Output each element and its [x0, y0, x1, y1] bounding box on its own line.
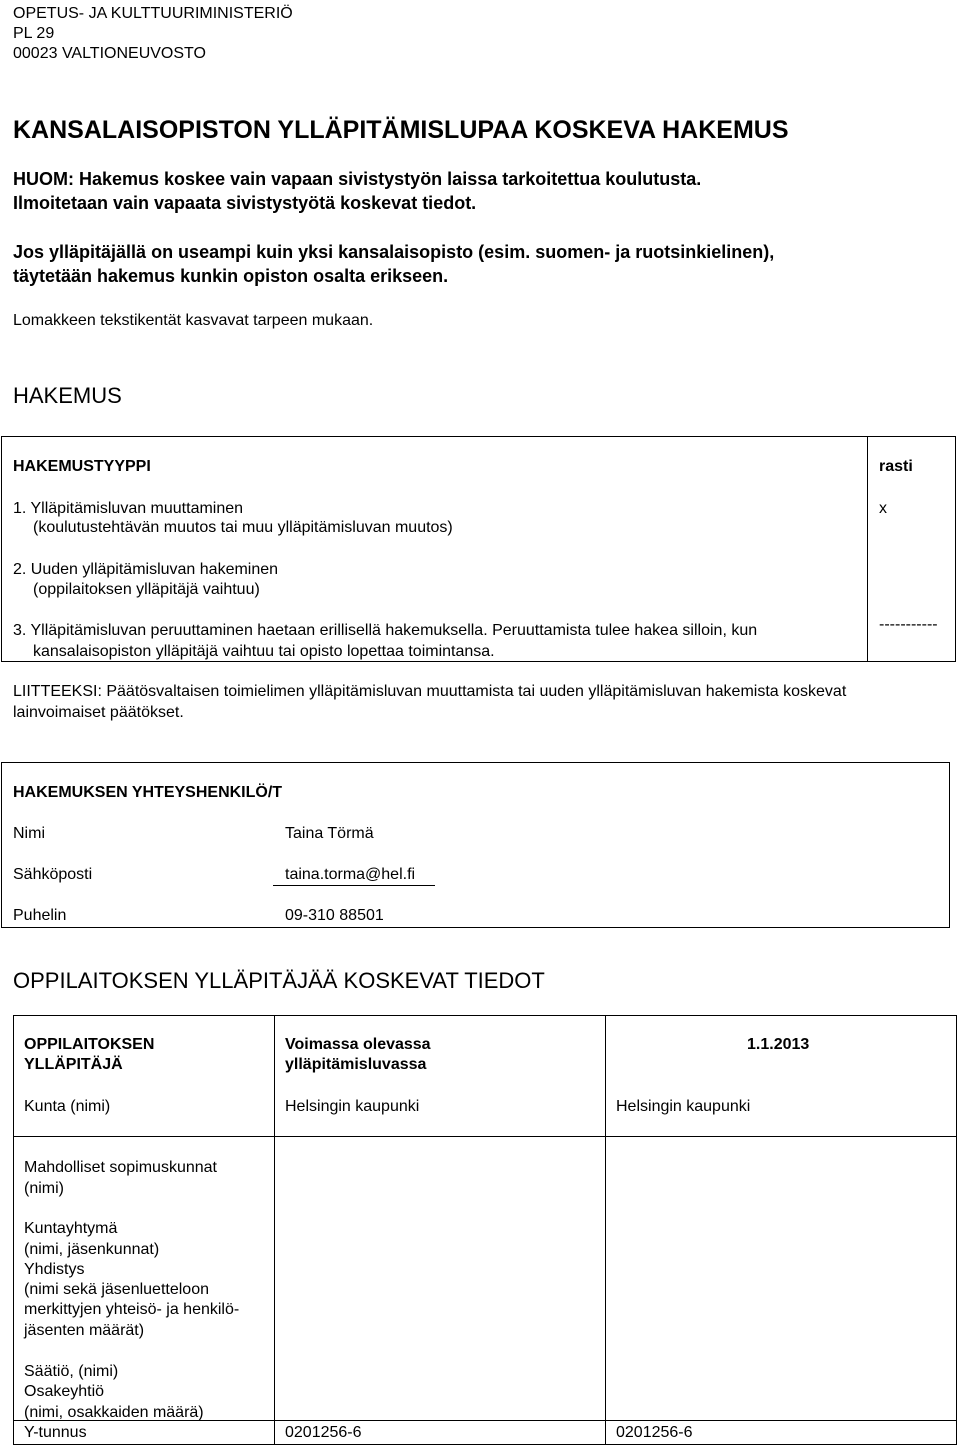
contract-municipalities-label-line1: Mahdolliset sopimuskunnat — [24, 1159, 217, 1176]
email-underline — [273, 885, 435, 886]
maintainer-col2-divider — [605, 1015, 606, 1445]
joint-authority-label-line2: (nimi, jäsenkunnat) — [24, 1241, 160, 1258]
option-1-title: 1. Ylläpitämisluvan muuttaminen — [13, 500, 244, 517]
association-label-line4: jäsenten määrät) — [24, 1322, 145, 1339]
application-type-header: HAKEMUSTYYPPI — [13, 458, 151, 475]
option-1-mark[interactable]: x — [879, 500, 887, 517]
maintainer-row-divider-1 — [13, 1136, 957, 1137]
joint-authority-label-line1: Kuntayhtymä — [24, 1220, 118, 1237]
company-label-line2: (nimi, osakkaiden määrä) — [24, 1404, 204, 1421]
kunta-label: Kunta (nimi) — [24, 1098, 111, 1115]
rasti-column-divider — [867, 436, 868, 662]
business-id-new-value[interactable]: 0201256-6 — [616, 1424, 693, 1441]
maintainer-col3-header-date: 1.1.2013 — [747, 1036, 810, 1053]
attachments-note-line2: lainvoimaiset päätökset. — [13, 704, 184, 721]
expanding-fields-note: Lomakkeen tekstikentät kasvavat tarpeen mukaan. — [13, 312, 374, 329]
maintainer-col1-header-line1: OPPILAITOKSEN — [24, 1036, 155, 1053]
hakemus-heading: HAKEMUS — [13, 383, 122, 408]
association-label-line2: (nimi sekä jäsenluetteloon — [24, 1281, 209, 1298]
contact-email-value[interactable]: taina.torma@hel.fi — [285, 866, 416, 883]
recipient-postcode: 00023 VALTIONEUVOSTO — [13, 45, 206, 62]
multiple-schools-note-line1: Jos ylläpitäjällä on useampi kuin yksi kansalaisopisto (esim. suomen- ja ruotsinkielinen), — [13, 242, 775, 262]
contact-name-label: Nimi — [13, 825, 45, 842]
company-label-line1: Osakeyhtiö — [24, 1383, 105, 1400]
maintainer-table — [13, 1015, 957, 1445]
huom-note-line2: Ilmoitetaan vain vapaata sivistystyötä koskevat tiedot. — [13, 193, 477, 213]
rasti-header: rasti — [879, 458, 913, 475]
maintainer-info-heading: OPPILAITOKSEN YLLÄPITÄJÄÄ KOSKEVAT TIEDOT — [13, 968, 545, 993]
contact-email-label: Sähköposti — [13, 866, 93, 883]
attachments-note-line1: LIITTEEKSI: Päätösvaltaisen toimielimen ylläpitämisluvan muuttamista tai uuden ylläpitämisluvan hakemista koskevat — [13, 683, 847, 700]
maintainer-col1-header-line2: YLLÄPITÄJÄ — [24, 1056, 123, 1073]
association-label-line3: merkittyjen yhteisö- ja henkilö- — [24, 1301, 240, 1318]
recipient-pobox: PL 29 — [13, 25, 55, 42]
contact-phone-label: Puhelin — [13, 907, 67, 924]
maintainer-col2-header-line2: ylläpitämisluvassa — [285, 1056, 427, 1073]
maintainer-col1-divider — [274, 1015, 275, 1445]
option-2-detail: (oppilaitoksen ylläpitäjä vaihtuu) — [33, 581, 260, 598]
contract-municipalities-label-line2: (nimi) — [24, 1180, 64, 1197]
business-id-label: Y-tunnus — [24, 1424, 87, 1441]
contact-name-value[interactable]: Taina Törmä — [285, 825, 374, 842]
option-3-detail: kansalaisopiston ylläpitäjä vaihtuu tai opisto lopettaa toimintansa. — [33, 643, 495, 660]
contact-phone-value[interactable]: 09-310 88501 — [285, 907, 384, 924]
option-1-detail: (koulutustehtävän muutos tai muu ylläpitämisluvan muutos) — [33, 519, 453, 536]
option-2-title: 2. Uuden ylläpitämisluvan hakeminen — [13, 561, 279, 578]
option-3-mark: ----------- — [879, 616, 938, 633]
business-id-current-value[interactable]: 0201256-6 — [285, 1424, 362, 1441]
option-3-title: 3. Ylläpitämisluvan peruuttaminen haetaan erillisellä hakemuksella. Peruuttamista tulee hakea silloin, kun — [13, 622, 758, 639]
multiple-schools-note-line2: täytetään hakemus kunkin opiston osalta erikseen. — [13, 266, 449, 286]
maintainer-col2-header-line1: Voimassa olevassa — [285, 1036, 431, 1053]
contact-heading: HAKEMUKSEN YHTEYSHENKILÖ/T — [13, 784, 283, 801]
foundation-label: Säätiö, (nimi) — [24, 1363, 119, 1380]
huom-note-line1: HUOM: Hakemus koskee vain vapaan sivistystyön laissa tarkoitettua koulutusta. — [13, 169, 702, 189]
recipient-ministry: OPETUS- JA KULTTUURIMINISTERIÖ — [13, 5, 293, 22]
kunta-new-value[interactable]: Helsingin kaupunki — [616, 1098, 751, 1115]
kunta-current-value[interactable]: Helsingin kaupunki — [285, 1098, 420, 1115]
document-title: KANSALAISOPISTON YLLÄPITÄMISLUPAA KOSKEVA HAKEMUS — [13, 116, 789, 144]
association-label-line1: Yhdistys — [24, 1261, 85, 1278]
